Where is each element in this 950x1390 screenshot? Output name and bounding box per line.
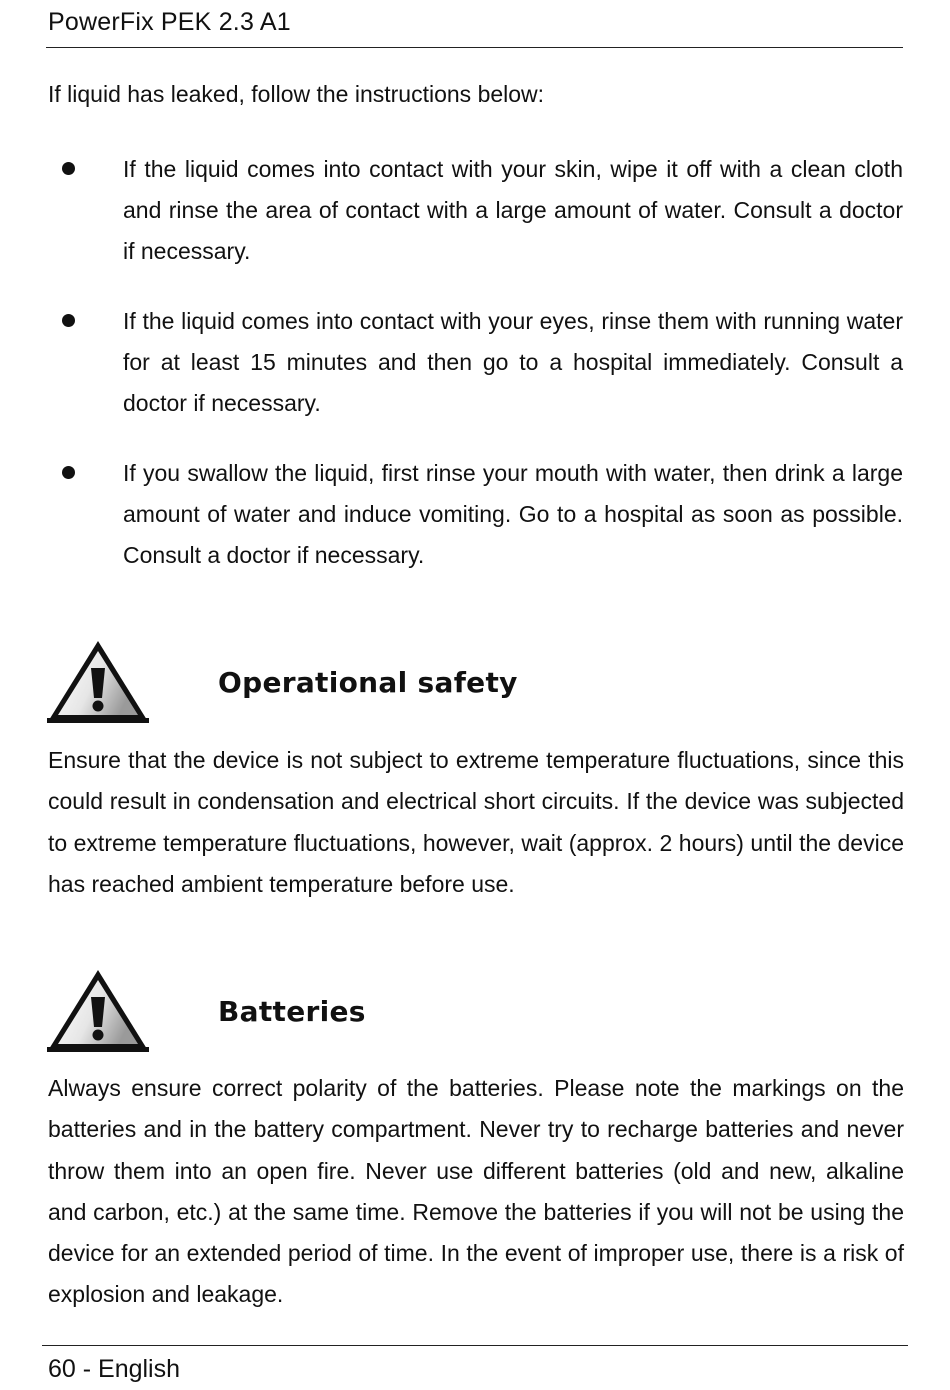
section-title: Operational safety <box>218 666 518 699</box>
bullet-icon <box>62 466 75 479</box>
page-header-title: PowerFix PEK 2.3 A1 <box>48 8 291 36</box>
warning-triangle-icon <box>46 638 150 724</box>
page-number: 60 - English <box>48 1355 181 1383</box>
list-item <box>48 453 903 576</box>
intro-text: If liquid has leaked, follow the instructions below: <box>48 81 545 107</box>
footer-divider <box>42 1345 908 1346</box>
list-item-text: If the liquid comes into contact with your eyes, rinse them with running water for at least 15 minutes and then go to a hospital immediately. Consult a doctor if necessary. <box>123 308 903 416</box>
leak-instructions-list <box>48 149 903 605</box>
section-body-text: Ensure that the device is not subject to extreme temperature fluctuations, since this could result in condensation and electrical short circuits. If the device was subjected to extreme temperature fluctuations, however, wait (approx. 2 hours) until the device has reached ambient temperature before use. <box>48 747 904 897</box>
warning-triangle-icon <box>46 967 150 1053</box>
list-item-text: If you swallow the liquid, first rinse your mouth with water, then drink a large amount of water and induce vomiting. Go to a hospital as soon as possible. Consult a doctor if necessary. <box>123 460 903 568</box>
list-item <box>48 149 903 272</box>
list-item <box>48 301 903 424</box>
bullet-icon <box>62 314 75 327</box>
header-divider <box>46 47 903 48</box>
bullet-icon <box>62 162 75 175</box>
section-title: Batteries <box>218 995 366 1028</box>
list-item-text: If the liquid comes into contact with your skin, wipe it off with a clean cloth and rinse the area of contact with a large amount of water. Consult a doctor if necessary. <box>123 156 903 264</box>
section-body-text: Always ensure correct polarity of the batteries. Please note the markings on the batteries and in the battery compartment. Never try to recharge batteries and never throw them into an open fire. Never use different batteries (old and new, alkaline and carbon, etc.) at the same time. Remove the batteries if you will not be using the device for an extended period of time. In the event of improper use, there is a risk of explosion and leakage. <box>48 1075 904 1308</box>
